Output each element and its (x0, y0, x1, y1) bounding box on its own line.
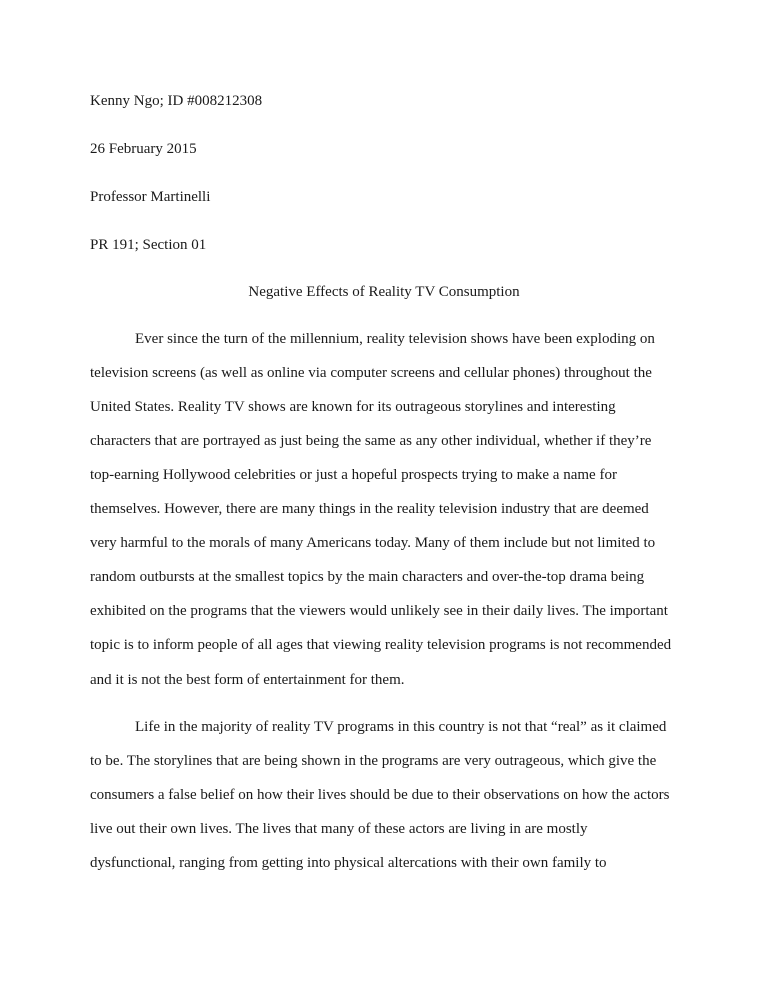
paragraph-2-line: live out their own lives. The lives that many of these actors are living in are mostly (90, 821, 588, 837)
paragraph-1-line: very harmful to the morals of many Americans today. Many of them include but not limited to (90, 535, 656, 551)
paragraph-2-line: consumers a false belief on how their lives should be due to their observations on how the actors (90, 787, 670, 803)
paragraph-1-line: exhibited on the programs that the viewers would unlikely see in their daily lives. The important (90, 603, 668, 619)
paragraph-1-line: topic is to inform people of all ages that viewing reality television programs is not recommended (90, 637, 672, 653)
course-section: PR 191; Section 01 (90, 237, 207, 253)
paragraph-1-line: United States. Reality TV shows are known for its outrageous storylines and interesting (90, 399, 616, 415)
document-date: 26 February 2015 (90, 141, 197, 157)
essay-title: Negative Effects of Reality TV Consumption (248, 284, 520, 300)
paragraph-1-line: and it is not the best form of entertainment for them. (90, 672, 405, 688)
paragraph-1-line: characters that are portrayed as just being the same as any other individual, whether if they’re (90, 433, 652, 449)
paragraph-1-line: television screens (as well as online via computer screens and cellular phones) throughout the (90, 365, 652, 381)
paragraph-1-line: random outbursts at the smallest topics by the main characters and over-the-top drama being (90, 569, 645, 585)
paragraph-2-line: Life in the majority of reality TV programs in this country is not that “real” as it claimed (135, 719, 667, 735)
paragraph-1-line: Ever since the turn of the millennium, reality television shows have been exploding on (135, 331, 655, 347)
author-name-id: Kenny Ngo; ID #008212308 (90, 93, 263, 109)
paragraph-2-line: dysfunctional, ranging from getting into physical altercations with their own family to (90, 855, 607, 871)
professor-name: Professor Martinelli (90, 189, 211, 205)
paragraph-1-line: top-earning Hollywood celebrities or just a hopeful prospects trying to make a name for (90, 467, 617, 483)
paragraph-1-line: themselves. However, there are many things in the reality television industry that are deemed (90, 501, 649, 517)
paragraph-2-line: to be. The storylines that are being shown in the programs are very outrageous, which give the (90, 753, 657, 769)
